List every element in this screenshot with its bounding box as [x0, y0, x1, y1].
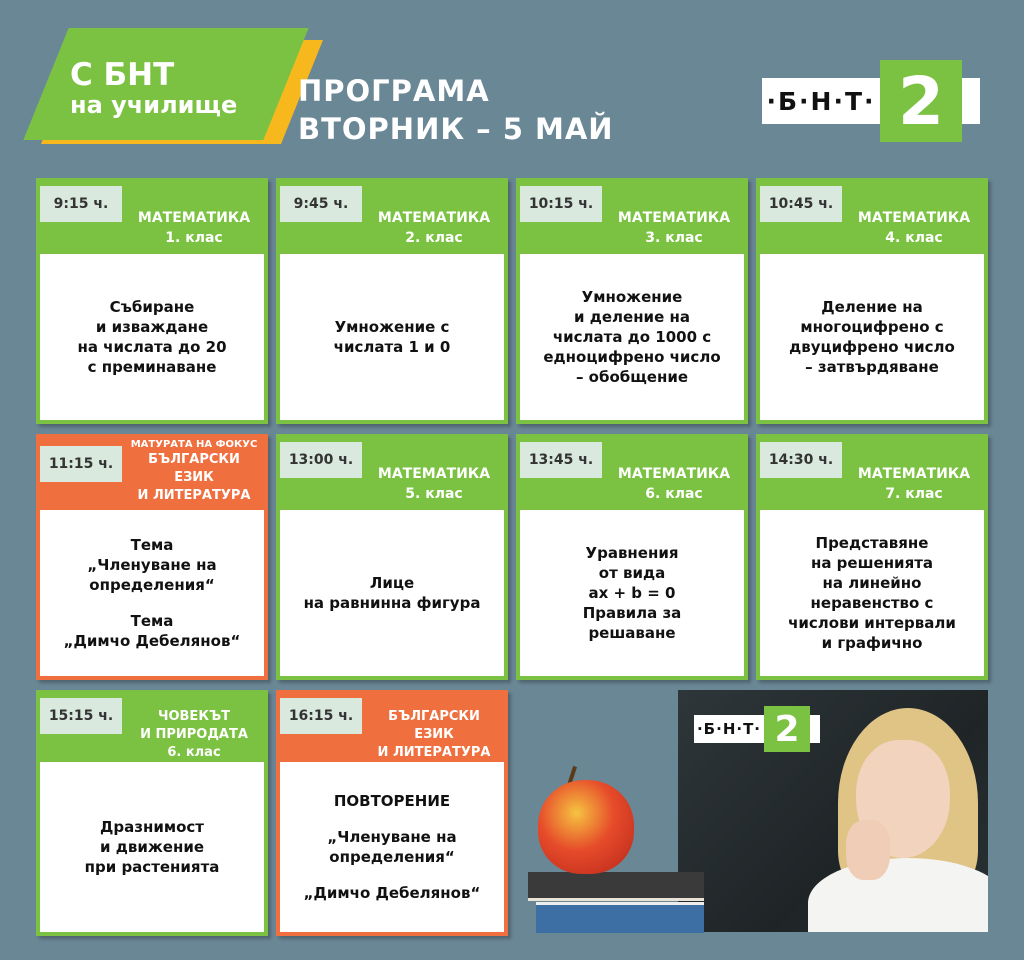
time-label: 13:45 ч. [520, 442, 602, 478]
show-badge [70, 57, 270, 119]
grade-label: 1. клас [165, 230, 223, 246]
topic-line: „Димчо Дебелянов“ [303, 884, 481, 902]
time-label: 11:15 ч. [40, 446, 122, 482]
time-label: 9:15 ч. [40, 186, 122, 222]
subject-label [602, 208, 746, 248]
topic-line: числата 1 и 0 [333, 338, 451, 356]
grade-label: 5. клас [405, 486, 463, 502]
time-label: 10:15 ч. [520, 186, 602, 222]
schedule-card-1615 [276, 690, 508, 936]
topic-line: Представяне [815, 534, 929, 552]
schedule-card-1515 [36, 690, 268, 936]
topic-line: числови интервали [788, 614, 956, 632]
bnt2-logo [762, 60, 980, 142]
subject-label [122, 208, 266, 248]
topic-line: на равнинна фигура [303, 594, 481, 612]
subject-name: МАТЕМАТИКА [377, 210, 491, 226]
topic-text [40, 762, 264, 932]
topic-line: Деление на [821, 298, 923, 316]
topic-line: „Димчо Дебелянов“ [63, 632, 241, 650]
time-label: 10:45 ч. [760, 186, 842, 222]
logo-word: ·Б·Н·Т· [762, 78, 880, 124]
schedule-card-1015 [516, 178, 748, 424]
topic-line: двуцифрено число [789, 338, 955, 356]
subject-name: ЕЗИК [414, 727, 454, 742]
topic-line: с преминаване [87, 358, 217, 376]
topic-line: – обобщение [575, 368, 689, 386]
subject-label [362, 464, 506, 504]
subject-label [602, 464, 746, 504]
topic-line: ПОВТОРЕНИЕ [333, 792, 451, 810]
topic-line: Умножение с [334, 318, 450, 336]
apple-icon [538, 780, 634, 874]
topic-text [280, 762, 504, 932]
subject-name: БЪЛГАРСКИ [148, 452, 240, 467]
topic-text [280, 254, 504, 420]
subject-name: МАТЕМАТИКА [857, 466, 971, 482]
topic-line: и изваждане [95, 318, 209, 336]
topic-line: на линейно [822, 574, 922, 592]
logo-word: ·Б·Н·Т· [694, 715, 764, 743]
topic-line: Събиране [109, 298, 195, 316]
subject-label [122, 438, 266, 505]
subject-name: МАТЕМАТИКА [377, 466, 491, 482]
logo-tail [810, 715, 820, 743]
grade-label: 3. клас [645, 230, 703, 246]
topic-line: „Членуване на [327, 828, 457, 846]
subject-name: И ПРИРОДАТА [140, 727, 248, 742]
topic-text [280, 510, 504, 676]
subject-name: ЕЗИК [174, 470, 214, 485]
schedule-card-0915 [36, 178, 268, 424]
topic-line: определения“ [329, 848, 455, 866]
topic-line: числата до 1000 с [552, 328, 712, 346]
subject-label [362, 208, 506, 248]
time-label: 13:00 ч. [280, 442, 362, 478]
subject-label [842, 208, 986, 248]
topic-text [520, 254, 744, 420]
schedule-card-1345 [516, 434, 748, 680]
topic-line: при растенията [84, 858, 220, 876]
subject-name: МАТЕМАТИКА [617, 466, 731, 482]
focus-label: МАТУРАТА НА ФОКУС [130, 439, 258, 450]
topic-line: решаване [588, 624, 676, 642]
grade-label: 4. клас [885, 230, 943, 246]
program-line2: ВТОРНИК – 5 МАЙ [298, 112, 614, 146]
logo-number: 2 [880, 60, 962, 142]
schedule-card-0945 [276, 178, 508, 424]
badge-line1: С БНТ [70, 57, 175, 93]
topic-line: многоцифрено с [800, 318, 944, 336]
badge-line2: на училище [70, 91, 238, 119]
topic-text [760, 254, 984, 420]
grade-label: 7. клас [885, 486, 943, 502]
subject-label [842, 464, 986, 504]
topic-line: – затвърдяване [805, 358, 939, 376]
topic-text [520, 510, 744, 676]
time-label: 9:45 ч. [280, 186, 362, 222]
topic-line: Дразнимост [100, 818, 204, 836]
topic-line: Правила за [582, 604, 682, 622]
grade-label: 6. клас [645, 486, 703, 502]
time-label: 15:15 ч. [40, 698, 122, 734]
time-label: 14:30 ч. [760, 442, 842, 478]
subject-name: МАТЕМАТИКА [857, 210, 971, 226]
topic-line: и движение [100, 838, 204, 856]
topic-line: и деление на [574, 308, 690, 326]
bnt2-logo-small [694, 706, 820, 752]
book-bottom [536, 902, 704, 933]
topic-line: Лице [369, 574, 415, 592]
topic-line: Тема [130, 612, 174, 630]
topic-line: Уравнения [585, 544, 679, 562]
grade-label: 2. клас [405, 230, 463, 246]
subject-label [122, 708, 266, 762]
girl-shirt [808, 858, 988, 932]
subject-name: МАТЕМАТИКА [617, 210, 731, 226]
logo-tail [962, 78, 980, 124]
schedule-card-1300 [276, 434, 508, 680]
topic-line: определения“ [89, 576, 215, 594]
topic-line: от вида [598, 564, 666, 582]
schedule-card-1115 [36, 434, 268, 680]
topic-line: неравенство с [810, 594, 934, 612]
topic-line: на числата до 20 [77, 338, 227, 356]
time-label: 16:15 ч. [280, 698, 362, 734]
topic-line: Тема [130, 536, 174, 554]
subject-name: И ЛИТЕРАТУРА [377, 745, 491, 760]
grade-label: 6. клас [167, 745, 221, 760]
topic-line: ax + b = 0 [588, 584, 676, 602]
schedule-card-1045 [756, 178, 988, 424]
topic-text [40, 510, 264, 676]
girl-hand [846, 820, 890, 880]
book-top [528, 872, 704, 901]
topic-line: на решенията [810, 554, 934, 572]
logo-number: 2 [764, 706, 810, 752]
books-icon [528, 872, 704, 934]
program-title [298, 72, 614, 148]
topic-line: едноцифрено число [543, 348, 721, 366]
topic-line: „Членуване на [87, 556, 217, 574]
topic-text [760, 510, 984, 676]
subject-name: И ЛИТЕРАТУРА [137, 488, 251, 503]
subject-name: БЪЛГАРСКИ [388, 709, 480, 724]
subject-name: МАТЕМАТИКА [137, 210, 251, 226]
topic-text [40, 254, 264, 420]
schedule-card-1430 [756, 434, 988, 680]
program-line1: ПРОГРАМА [298, 74, 490, 108]
subject-label [362, 708, 506, 762]
topic-line: Умножение [581, 288, 683, 306]
subject-name: ЧОВЕКЪТ [157, 709, 231, 724]
topic-line: и графично [821, 634, 923, 652]
